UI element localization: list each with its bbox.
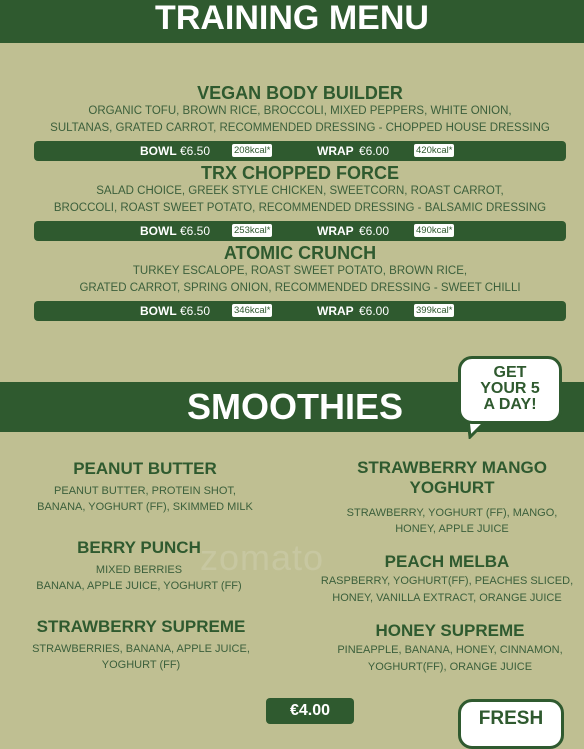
menu-item-desc: ORGANIC TOFU, BROWN RICE, BROCCOLI, MIXED PEPPERS, WHITE ONION, xyxy=(88,105,512,117)
menu-item-name: ATOMIC CRUNCH xyxy=(223,243,377,263)
wrap-kcal-badge: 399kcal* xyxy=(416,305,453,316)
wrap-kcal-badge: 490kcal* xyxy=(416,225,453,236)
wrap-price: €6.00 xyxy=(359,304,390,318)
price-bar xyxy=(34,221,566,241)
menu-item-desc: SALAD CHOICE, GREEK STYLE CHICKEN, SWEETCORN, ROAST CARROT, xyxy=(96,185,504,197)
wrap-price: €6.00 xyxy=(359,144,390,158)
smoothie-price-badge: €4.00 xyxy=(266,698,354,724)
watermark: zomato xyxy=(200,537,325,578)
smoothie-name: STRAWBERRY MANGO xyxy=(357,458,547,477)
smoothie-desc: HONEY, VANILLA EXTRACT, ORANGE JUICE xyxy=(332,592,562,604)
wrap-kcal-badge: 420kcal* xyxy=(416,145,453,156)
bowl-label: BOWL xyxy=(140,144,177,158)
bubble-line: GET xyxy=(493,364,527,381)
smoothie-desc: MIXED BERRIES xyxy=(95,564,183,576)
smoothie-desc: STRAWBERRIES, BANANA, APPLE JUICE, xyxy=(32,643,250,655)
menu-item-desc: TURKEY ESCALOPE, ROAST SWEET POTATO, BROWN RICE, xyxy=(132,265,468,277)
wrap-label: WRAP xyxy=(317,304,354,318)
smoothie-name: PEACH MELBA xyxy=(384,552,510,571)
menu-item-desc: BROCCOLI, ROAST SWEET POTATO, RECOMMENDED DRESSING - BALSAMIC DRESSING xyxy=(53,202,547,214)
menu-item-name: TRX CHOPPED FORCE xyxy=(200,163,400,183)
bowl-kcal-badge: 208kcal* xyxy=(234,145,271,156)
smoothies-title: SMOOTHIES xyxy=(0,382,584,432)
smoothie-desc: BANANA, APPLE JUICE, YOGHURT (FF) xyxy=(36,580,242,592)
smoothie-desc: PINEAPPLE, BANANA, HONEY, CINNAMON, xyxy=(337,644,563,656)
smoothie-desc: YOGHURT(FF), ORANGE JUICE xyxy=(367,661,533,673)
menu-item-desc: SULTANAS, GRATED CARROT, RECOMMENDED DRESSING - CHOPPED HOUSE DRESSING xyxy=(50,122,550,134)
bowl-price: €6.50 xyxy=(180,224,211,238)
bowl-kcal-badge: 253kcal* xyxy=(234,225,271,236)
smoothie-name: STRAWBERRY SUPREME xyxy=(36,617,246,636)
bowl-label: BOWL xyxy=(140,304,177,318)
bubble-line: YOUR 5 xyxy=(480,380,540,397)
smoothie-desc: YOGHURT (FF) xyxy=(101,659,181,671)
menu-item-desc: GRATED CARROT, SPRING ONION, RECOMMENDED DRESSING - SWEET CHILLI xyxy=(79,282,521,294)
bowl-kcal-badge: 346kcal* xyxy=(234,305,271,316)
price-bar xyxy=(34,301,566,321)
bowl-label: BOWL xyxy=(140,224,177,238)
training-menu-title: TRAINING MENU xyxy=(0,0,584,43)
bowl-price: €6.50 xyxy=(180,144,211,158)
bubble-line: A DAY! xyxy=(483,396,537,413)
wrap-label: WRAP xyxy=(317,224,354,238)
smoothie-desc: STRAWBERRY, YOGHURT (FF), MANGO, xyxy=(346,507,558,519)
smoothie-name: YOGHURT xyxy=(409,478,495,497)
smoothie-desc: RASPBERRY, YOGHURT(FF), PEACHES SLICED, xyxy=(320,575,574,587)
smoothie-desc: BANANA, YOGHURT (FF), SKIMMED MILK xyxy=(37,501,253,513)
menu-item-name: VEGAN BODY BUILDER xyxy=(197,83,403,103)
price-bar xyxy=(34,141,566,161)
smoothie-desc: HONEY, APPLE JUICE xyxy=(395,523,509,535)
fresh-badge: FRESH xyxy=(458,699,564,749)
smoothie-name: HONEY SUPREME xyxy=(375,621,525,640)
wrap-label: WRAP xyxy=(317,144,354,158)
get-your-5-a-day-bubble xyxy=(458,356,562,424)
smoothie-name: PEANUT BUTTER xyxy=(73,459,217,478)
smoothie-desc: PEANUT BUTTER, PROTEIN SHOT, xyxy=(54,485,236,497)
smoothie-name: BERRY PUNCH xyxy=(77,538,201,557)
bowl-price: €6.50 xyxy=(180,304,211,318)
wrap-price: €6.00 xyxy=(359,224,390,238)
